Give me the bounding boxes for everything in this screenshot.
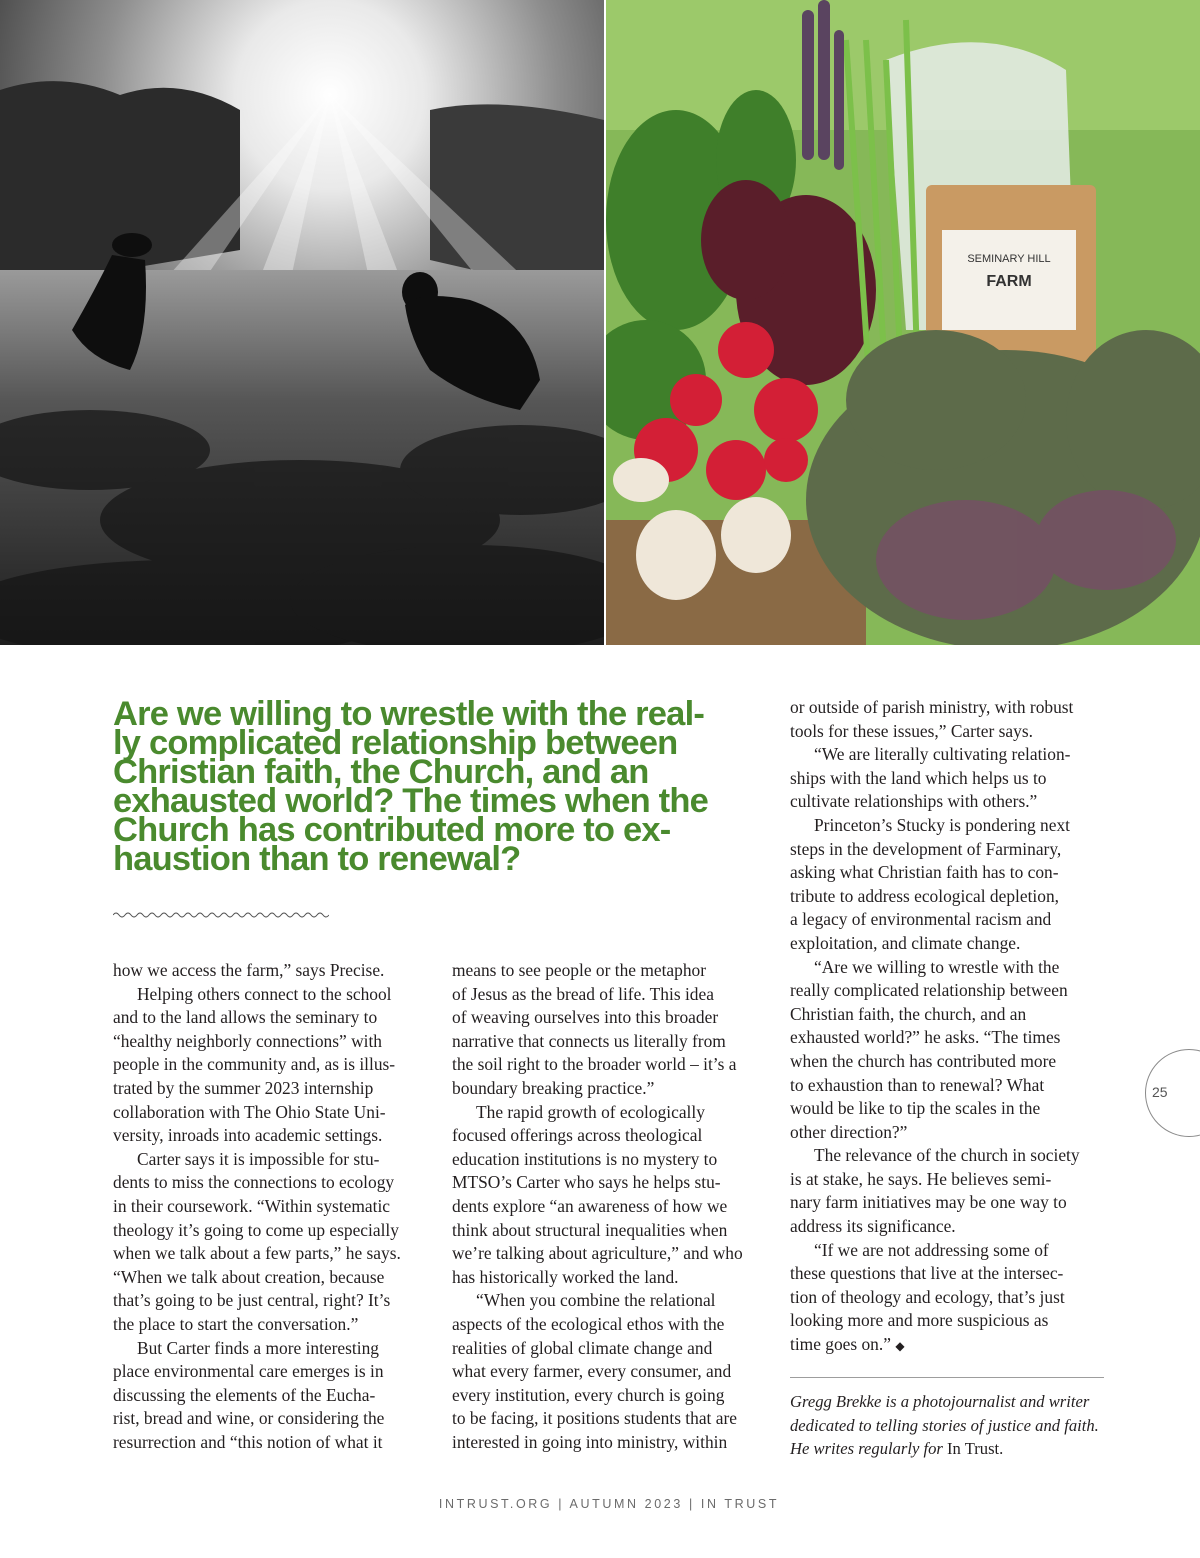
pull-quote-line: Church has contributed more to ex-	[113, 811, 671, 849]
paragraph	[790, 814, 1108, 956]
page-footer: INTRUST.ORG | AUTUMN 2023 | IN TRUST	[438, 1497, 780, 1511]
publication-name: In Trust.	[942, 1439, 1004, 1459]
text-line: exploitation, and climate change.	[790, 932, 1021, 953]
photo-vegetables-icon	[606, 0, 1200, 645]
byline-divider	[790, 1377, 1104, 1378]
text-line: looking more and more suspicious as	[790, 1310, 1049, 1331]
text-line: has historically worked the land.	[452, 1266, 679, 1287]
text-line: narrative that connects us literally from	[452, 1030, 726, 1051]
pull-quote	[113, 695, 753, 878]
text-line: these questions that live at the intersec-	[790, 1263, 1064, 1284]
text-line: a legacy of environmental racism and	[790, 909, 1052, 930]
text-line: aspects of the ecological ethos with the	[452, 1313, 725, 1334]
text-line: “Are we willing to wrestle with the	[814, 956, 1060, 977]
text-line: But Carter finds a more interesting	[137, 1337, 379, 1358]
text-line: the soil right to the broader world – it’s a	[452, 1054, 737, 1075]
text-line: Princeton’s Stucky is pondering next	[814, 814, 1071, 835]
text-line: dents to miss the connections to ecology	[113, 1172, 395, 1193]
text-line: would be like to tip the scales in the	[790, 1098, 1041, 1119]
farm-workers-photo	[0, 0, 604, 645]
text-line: theology it’s going to come up especially	[113, 1219, 399, 1240]
text-line: versity, inroads into academic settings.	[113, 1125, 383, 1146]
photo-farm-workers-icon	[0, 0, 604, 645]
text-line: The rapid growth of ecologically	[476, 1101, 705, 1122]
author-bio-line	[790, 1437, 1110, 1461]
text-line: address its significance.	[790, 1216, 956, 1237]
text-line: in their coursework. “Within systematic	[113, 1195, 390, 1216]
author-bio-line: Gregg Brekke is a photojournalist and writer	[790, 1392, 1090, 1411]
paragraph	[113, 983, 431, 1148]
text-line: boundary breaking practice.”	[452, 1077, 655, 1098]
text-line: people in the community and, as is illus-	[113, 1054, 396, 1075]
text-line: how we access the farm,” says Precise.	[113, 960, 385, 980]
text-line: when we talk about a few parts,” he says.	[113, 1243, 401, 1264]
paragraph	[790, 956, 1108, 1145]
body-column-1	[113, 959, 431, 1454]
bag-label-top: SEMINARY HILL	[967, 253, 1051, 265]
text-line: “If we are not addressing some of	[814, 1239, 1049, 1260]
author-bio-italic: He writes regularly for	[790, 1439, 943, 1459]
vegetables-photo	[606, 0, 1200, 645]
text-line: other direction?”	[790, 1121, 908, 1142]
text-line: means to see people or the metaphor	[452, 960, 707, 980]
author-bio	[790, 1390, 1110, 1461]
text-line: discussing the elements of the Eucha-	[113, 1384, 376, 1405]
paragraph	[113, 1148, 431, 1337]
text-line: trated by the summer 2023 internship	[113, 1077, 374, 1098]
paragraph	[790, 696, 1108, 743]
text-line: Carter says it is impossible for stu-	[137, 1148, 380, 1169]
text-line: exhausted world?” he asks. “The times	[790, 1027, 1061, 1048]
text-line: to be facing, it positions students that are	[452, 1408, 737, 1429]
text-line: that’s going to be just central, right? It’s	[113, 1290, 391, 1311]
text-line: “We are literally cultivating relation-	[814, 744, 1071, 765]
text-line: ships with the land which helps us to	[790, 767, 1047, 788]
text-line: of Jesus as the bread of life. This idea	[452, 983, 714, 1004]
text-line: collaboration with The Ohio State Uni-	[113, 1101, 386, 1122]
text-line: or outside of parish ministry, with robust	[790, 697, 1074, 717]
text-line: of weaving ourselves into this broader	[452, 1007, 719, 1028]
end-of-article-icon: ◆	[895, 1339, 905, 1354]
text-line: place environmental care emerges is in	[113, 1361, 384, 1382]
author-bio-line: dedicated to telling stories of justice and faith.	[790, 1415, 1099, 1435]
text-line: MTSO’s Carter who says he helps stu-	[452, 1172, 721, 1193]
text-line: focused offerings across theological	[452, 1125, 703, 1146]
paragraph	[452, 1289, 770, 1454]
pull-quote-line: ly complicated relationship between	[113, 724, 678, 762]
text-line: tion of theology and ecology, that’s just	[790, 1286, 1065, 1307]
text-line: asking what Christian faith has to con-	[790, 862, 1059, 883]
text-line: “healthy neighborly connections” with	[113, 1030, 382, 1051]
text-line: steps in the development of Farminary,	[790, 838, 1062, 859]
pull-quote-line: Are we willing to wrestle with the real-	[113, 695, 705, 733]
text-line: really complicated relationship between	[790, 980, 1068, 1001]
paragraph	[790, 1239, 1108, 1359]
text-line: The relevance of the church in society	[814, 1145, 1080, 1166]
text-line: “When you combine the relational	[476, 1290, 716, 1311]
text-line-content: time goes on.”	[790, 1334, 891, 1355]
text-line: nary farm initiatives may be one way to	[790, 1192, 1067, 1213]
text-line: think about structural inequalities when	[452, 1219, 728, 1240]
text-line: what every farmer, every consumer, and	[452, 1361, 732, 1382]
text-line: Christian faith, the church, and an	[790, 1003, 1027, 1024]
paragraph	[790, 1144, 1108, 1238]
text-line: every institution, every church is going	[452, 1384, 725, 1405]
text-line: when the church has contributed more	[790, 1050, 1057, 1071]
text-line: “When we talk about creation, because	[113, 1266, 385, 1287]
text-line: to exhaustion than to renewal? What	[790, 1074, 1045, 1095]
text-line	[790, 1333, 1108, 1359]
text-line: resurrection and “this notion of what it	[113, 1431, 383, 1452]
text-line: education institutions is no mystery to	[452, 1148, 718, 1169]
text-line: Helping others connect to the school	[137, 983, 392, 1004]
pull-quote-line: exhausted world? The times when the	[113, 782, 709, 820]
pull-quote-line: Christian faith, the Church, and an	[113, 753, 649, 791]
page-number: 25	[1152, 1084, 1168, 1100]
bag-label-main: FARM	[986, 273, 1032, 290]
text-line: and to the land allows the seminary to	[113, 1007, 378, 1028]
text-line: is at stake, he says. He believes semi-	[790, 1168, 1052, 1189]
text-line: tribute to address ecological depletion,	[790, 885, 1059, 906]
text-line: tools for these issues,” Carter says.	[790, 720, 1033, 741]
text-line: realities of global climate change and	[452, 1337, 713, 1358]
paragraph	[452, 1101, 770, 1290]
body-column-2	[452, 959, 770, 1454]
text-line: the place to start the conversation.”	[113, 1313, 359, 1334]
paragraph	[113, 959, 431, 983]
text-line: dents explore “an awareness of how we	[452, 1195, 728, 1216]
text-line: interested in going into ministry, within	[452, 1431, 728, 1452]
paragraph	[790, 743, 1108, 814]
pull-quote-line: haustion than to renewal?	[113, 840, 521, 878]
text-line: rist, bread and wine, or considering the	[113, 1408, 385, 1429]
paragraph	[452, 959, 770, 1101]
squiggle-divider-icon	[113, 908, 329, 922]
body-column-3	[790, 696, 1108, 1359]
text-line: cultivate relationships with others.”	[790, 791, 1038, 812]
paragraph	[113, 1337, 431, 1455]
text-line: we’re talking about agriculture,” and who	[452, 1243, 743, 1264]
